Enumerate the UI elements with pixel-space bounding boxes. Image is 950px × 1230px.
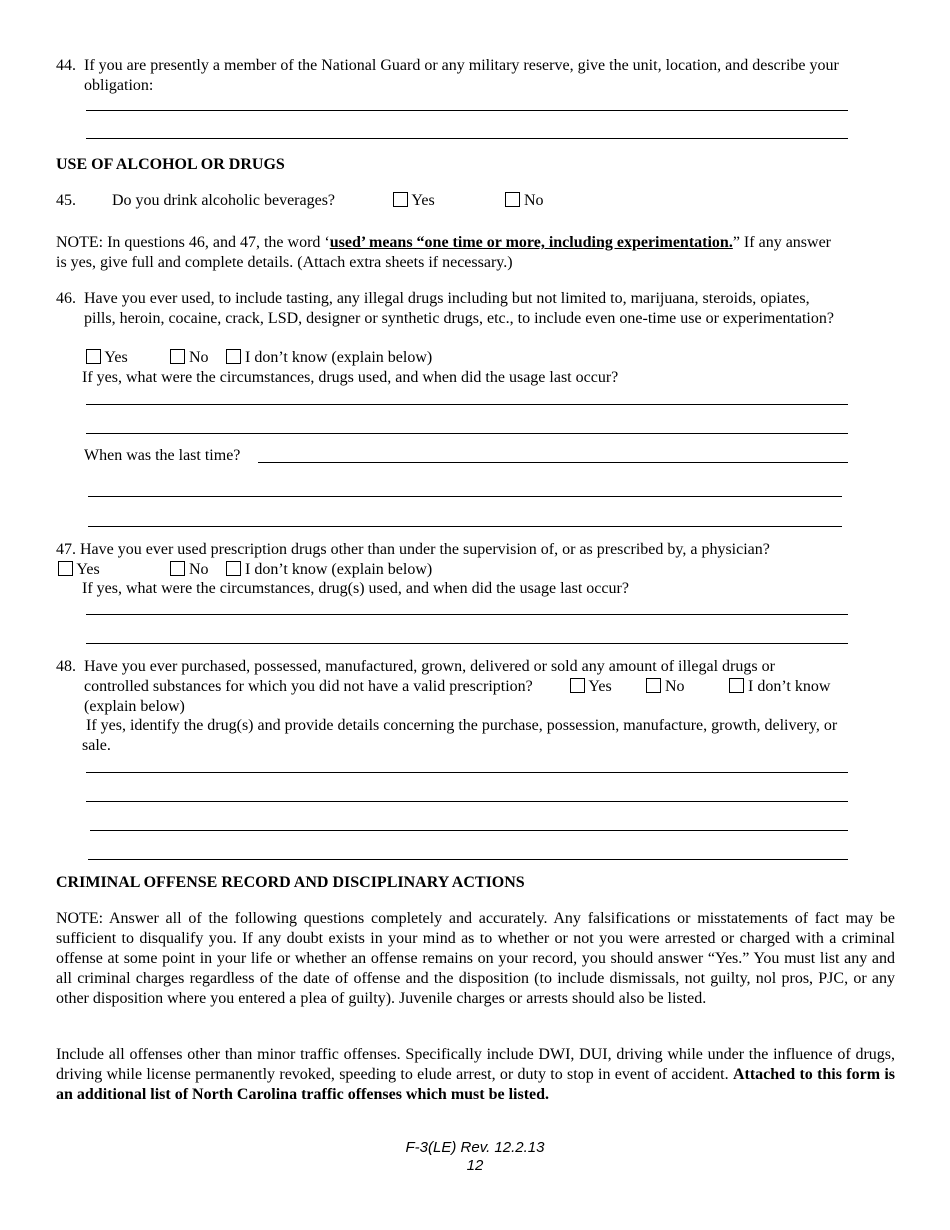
q48-answer-line-3[interactable] — [90, 830, 848, 831]
q47-dont-know-checkbox[interactable] — [226, 561, 241, 576]
q46-last-time-field[interactable] — [258, 462, 848, 463]
q46-yes-option[interactable] — [86, 348, 128, 368]
q47-yes-option[interactable] — [58, 560, 100, 580]
note-criminal-instructions: NOTE: Answer all of the following questions completely and accurately. Any falsifications or misstatements of fact may be sufficient to disqualify you. If any doubt exists in your mind as to whether or not you were arrested or charged with a criminal offense at some point in your life or whether an offense remains on your record, you should answer “Yes.” You must list any and all criminal charges regardless of the date of offense and the disposition (to include dismissals, not guilty, nol pros, PJC, or any other disposition where you entered a plea of guilty). Juvenile charges or arrests should also be listed. — [56, 910, 895, 1007]
q46-text-line1: Have you ever used, to include tasting, any illegal drugs including but not limited to, marijuana, steroids, opiates, — [84, 290, 810, 307]
q46-answer-line-1[interactable] — [86, 404, 848, 405]
q46-no-checkbox[interactable] — [170, 349, 185, 364]
q45-no-checkbox[interactable] — [505, 192, 520, 207]
q48-explain: (explain below) — [84, 698, 185, 715]
note-traffic-offenses — [56, 1045, 895, 1105]
q48-answer-line-2[interactable] — [86, 801, 848, 802]
q47-yes-label: Yes — [76, 561, 100, 578]
q47-answer-line-2[interactable] — [86, 643, 848, 644]
q46-no-option[interactable] — [170, 348, 209, 368]
q48-dont-know-label: I don’t know — [748, 678, 831, 695]
q48-dont-know-checkbox[interactable] — [729, 678, 744, 693]
note-used-emphasis: used’ means “one time or more, including experimentation. — [329, 234, 733, 251]
q45-no-option[interactable] — [505, 191, 544, 211]
q46-yes-label: Yes — [104, 349, 128, 366]
q48-text-line1: Have you ever purchased, possessed, manufactured, grown, delivered or sold any amount of illegal drugs or — [84, 658, 775, 675]
q46-number: 46. — [56, 290, 76, 307]
q46-text-line2: pills, heroin, cocaine, crack, LSD, designer or synthetic drugs, etc., to include even one-time use or experimentation? — [84, 310, 834, 327]
note-used-line2: is yes, give full and complete details. (Attach extra sheets if necessary.) — [56, 254, 513, 271]
q47-followup: If yes, what were the circumstances, drug(s) used, and when did the usage last occur? — [82, 580, 629, 597]
q46-dont-know-label: I don’t know (explain below) — [245, 349, 433, 366]
q44-text-line1: If you are presently a member of the National Guard or any military reserve, give the unit, location, and describe your — [84, 57, 839, 74]
q47-no-label: No — [189, 561, 209, 578]
q44-text-line2: obligation: — [84, 77, 154, 94]
q48-followup-line1: If yes, identify the drug(s) and provide details concerning the purchase, possession, manufacture, growth, delivery, or — [86, 717, 838, 734]
q46-answer-line-4[interactable] — [88, 526, 842, 527]
q45-yes-label: Yes — [411, 192, 435, 209]
q47-dont-know-label: I don’t know (explain below) — [245, 561, 433, 578]
q48-no-option[interactable] — [646, 677, 685, 697]
q46-yes-checkbox[interactable] — [86, 349, 101, 364]
note-used-definition — [56, 233, 896, 253]
q48-yes-label: Yes — [588, 678, 612, 695]
q45-yes-option[interactable] — [393, 191, 435, 211]
q47-dont-know-option[interactable] — [226, 560, 432, 580]
q46-followup: If yes, what were the circumstances, drugs used, and when did the usage last occur? — [82, 369, 619, 386]
q47-answer-line-1[interactable] — [86, 614, 848, 615]
note-used-post: ” If any answer — [732, 234, 831, 251]
note-traffic-text: Include all offenses other than minor traffic offenses. Specifically include DWI, DUI, driving while under the influence of drugs, driving while license permanently revoked, speeding to elude arrest, or duty to stop in event of accident. — [56, 1046, 895, 1083]
q46-dont-know-option[interactable] — [226, 348, 432, 368]
q44-number: 44. — [56, 57, 76, 74]
q48-answer-line-1[interactable] — [86, 772, 848, 773]
q46-answer-line-2[interactable] — [86, 433, 848, 434]
section-heading-alcohol-drugs: USE OF ALCOHOL OR DRUGS — [56, 156, 285, 173]
q44-answer-line-2[interactable] — [86, 138, 848, 139]
q47-yes-checkbox[interactable] — [58, 561, 73, 576]
note-traffic-bold: Attached to this form is an additional list of North Carolina traffic offenses which must be listed. — [56, 1066, 896, 1103]
q48-text-line2: controlled substances for which you did not have a valid prescription? — [84, 678, 533, 695]
q46-no-label: No — [189, 349, 209, 366]
q48-no-label: No — [665, 678, 685, 695]
q46-dont-know-checkbox[interactable] — [226, 349, 241, 364]
q45-yes-checkbox[interactable] — [393, 192, 408, 207]
q48-answer-line-4[interactable] — [88, 859, 848, 860]
q45-no-label: No — [524, 192, 544, 209]
q46-answer-line-3[interactable] — [88, 496, 842, 497]
q47-text: 47. Have you ever used prescription drugs other than under the supervision of, or as prescribed by, a physician? — [56, 541, 770, 558]
footer-page-number: 12 — [466, 1157, 484, 1174]
q47-no-checkbox[interactable] — [170, 561, 185, 576]
q46-last-time-label: When was the last time? — [84, 447, 241, 464]
section-heading-criminal-record: CRIMINAL OFFENSE RECORD AND DISCIPLINARY ACTIONS — [56, 874, 525, 891]
q45-text: Do you drink alcoholic beverages? — [112, 192, 336, 209]
note-used-pre: NOTE: In questions 46, and 47, the word ‘ — [56, 234, 330, 251]
q48-dont-know-option[interactable] — [729, 677, 830, 697]
q47-no-option[interactable] — [170, 560, 209, 580]
q48-number: 48. — [56, 658, 76, 675]
q48-yes-option[interactable] — [570, 677, 612, 697]
q48-yes-checkbox[interactable] — [570, 678, 585, 693]
q48-no-checkbox[interactable] — [646, 678, 661, 693]
q44-answer-line-1[interactable] — [86, 110, 848, 111]
footer-form-id: F-3(LE) Rev. 12.2.13 — [405, 1139, 545, 1156]
q45-number: 45. — [56, 192, 76, 209]
q48-followup-line2: sale. — [82, 737, 111, 754]
